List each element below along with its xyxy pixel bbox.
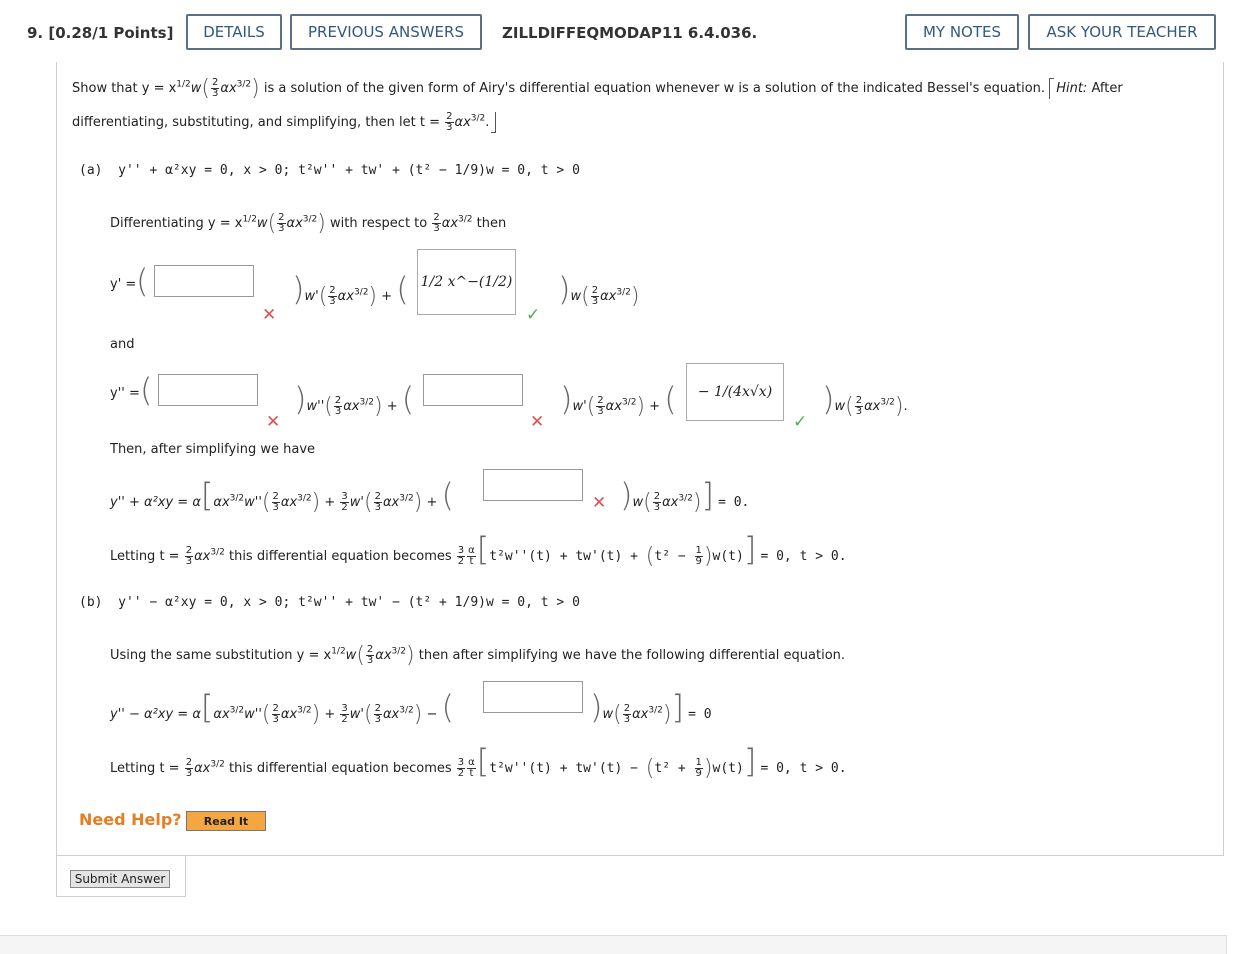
previous-answers-button[interactable]: PREVIOUS ANSWERS xyxy=(290,14,482,50)
final-eq-b: = 0, t > 0. xyxy=(760,761,847,776)
correct-icon: ✓ xyxy=(793,412,808,432)
intro-line2-text: differentiating, substituting, and simplifying, then let t = xyxy=(72,115,440,130)
ydoubleprime-coef-2-input[interactable] xyxy=(423,374,523,406)
incorrect-icon: ✕ xyxy=(592,493,607,513)
differentiating-line: Differentiating $y = x^{1/2}w$( $\frac{2}{3}$ $\alpha x^{3/2}$) with respect to $\frac{2}{3}$ $\alpha x^{3/2}$ then xyxy=(110,211,507,236)
paren-open-2: ( xyxy=(140,371,153,409)
part-a-equation-text: y'' + α²xy = 0, x > 0; t²w'' + tw' + (t² − 1/9)w = 0, t > 0 xyxy=(118,163,580,178)
ask-teacher-button[interactable]: ASK YOUR TEACHER xyxy=(1028,14,1216,50)
details-button[interactable]: DETAILS xyxy=(186,14,282,50)
yprime-w-term: )w( $\frac{2}{3}$ $\alpha x^{3/2}$) xyxy=(558,270,640,309)
letting-t-b: Letting t = $\frac{2}{3}$ $\alpha x^{3/2}$ this differential equation becomes $\frac{3}{2}$ $\frac{\alpha}{t}$ [t²w''(t) + tw'(t) − (t² + $\frac{1}{9}$ )w(t)] = 0, t > 0. xyxy=(110,742,847,781)
using-substitution-line: Using the same substitution $y = x^{1/2}w$( $\frac{2}{3}$ $\alpha x^{3/2}$) then after simplifying we have the following differential equation. xyxy=(110,643,846,668)
incorrect-icon: ✕ xyxy=(530,412,545,432)
intro-prefix: Show that y = x xyxy=(72,81,177,96)
simplified-a-lhs: $y'' + \alpha^2xy = \alpha[\alpha x^{3/2}w''$( $\frac{2}{3}$ $\alpha x^{3/2}$) + $\frac{3}{2}$ w'( $\frac{2}{3}$ $\alpha x^{3/2}$) + ( xyxy=(110,476,454,515)
bottom-bar xyxy=(0,935,1227,954)
ydoubleprime-label: y'' = xyxy=(110,386,140,401)
intro-line-1: Show that $y = x^{1/2}w$( $\frac{2}{3}$ $\alpha x^{3/2}$) is a solution of the given form of Airy's differential equation whenever w is a solution of the indicated Bessel's equation. Hint: After xyxy=(72,76,1123,101)
yprime-coef-input[interactable] xyxy=(154,265,254,297)
equals-zero-a: = 0. xyxy=(718,495,750,510)
becomes-b-text: this differential equation becomes xyxy=(228,761,452,776)
letting-t-a: Letting t = $\frac{2}{3}$ $\alpha x^{3/2}$ this differential equation becomes $\frac{3}{2}$ $\frac{\alpha}{t}$ [t²w''(t) + tw'(t) + (t² − $\frac{1}{9}$ )w(t)] = 0, t > 0. xyxy=(110,530,847,569)
ydoubleprime-w0-term: )w( $\frac{2}{3}$ $\alpha x^{3/2}$). xyxy=(822,380,908,419)
read-it-button[interactable]: Read It xyxy=(186,811,266,831)
ydoubleprime-w2-term: )w''( $\frac{2}{3}$ $\alpha x^{3/2}$) + ( xyxy=(294,380,415,419)
paren-open: ( xyxy=(136,262,149,300)
equals-zero-b: = 0 xyxy=(688,707,712,722)
simplified-a-coef-input[interactable] xyxy=(483,469,583,501)
problem-code: ZILLDIFFEQMODAP11 6.4.036. xyxy=(502,24,758,42)
simplified-b-lhs: $y'' - \alpha^2xy = \alpha[\alpha x^{3/2}w''$( $\frac{2}{3}$ $\alpha x^{3/2}$) + $\frac{3}{2}$ w'( $\frac{2}{3}$ $\alpha x^{3/2}$) − ( xyxy=(110,688,454,727)
yprime-coef-field[interactable] xyxy=(155,266,257,298)
becomes-a-text: this differential equation becomes xyxy=(228,549,452,564)
final-eq-a: = 0, t > 0. xyxy=(760,549,847,564)
with-respect-text: with respect to xyxy=(330,216,428,231)
part-b-equation xyxy=(79,595,580,610)
ydoubleprime-coef-1-input[interactable] xyxy=(158,374,258,406)
simplified-b-coef-input[interactable] xyxy=(483,681,583,713)
then-text: then xyxy=(476,216,507,231)
ydoubleprime-coef-2-field[interactable] xyxy=(424,375,526,407)
yprime-wprime-term: )w'( $\frac{2}{3}$ $\alpha x^{3/2}$) + ( xyxy=(292,270,409,309)
incorrect-icon: ✕ xyxy=(266,412,281,432)
need-help-label: Need Help? xyxy=(79,810,182,829)
ydoubleprime-filled-answer[interactable]: − 1/(4x√x) xyxy=(686,363,784,421)
question-panel xyxy=(56,62,1224,856)
correct-icon: ✓ xyxy=(526,305,541,325)
ydoubleprime-coef-1-field[interactable] xyxy=(159,375,261,407)
then-simplifying: Then, after simplifying we have xyxy=(110,442,316,457)
then-after-text: then after simplifying we have the following differential equation. xyxy=(418,648,846,663)
simplified-a-w-term: )w( $\frac{2}{3}$ $\alpha x^{3/2})] = 0$. xyxy=(620,476,750,515)
question-number: 9. [0.28/1 Points] xyxy=(27,24,174,42)
intro-line-2: differentiating, substituting, and simplifying, then let t = $\frac{2}{3}$ $\alpha x^{3/2}$. xyxy=(72,112,496,133)
question-header xyxy=(12,12,1225,62)
part-b-label: (b) xyxy=(79,595,103,610)
submit-answer-button[interactable]: Submit Answer xyxy=(70,870,170,888)
using-text: Using the same substitution y = x xyxy=(110,648,332,663)
ydoubleprime-w1-term: )w'( $\frac{2}{3}$ $\alpha x^{3/2}$) + ( xyxy=(560,380,677,419)
hint-after: After xyxy=(1091,81,1123,96)
and-label: and xyxy=(110,337,135,352)
part-b-equation-text: y'' − α²xy = 0, x > 0; t²w'' + tw' − (t² + 1/9)w = 0, t > 0 xyxy=(118,595,580,610)
hint-label: Hint: xyxy=(1056,81,1088,96)
simplified-a-coef-field[interactable] xyxy=(484,470,586,502)
part-a-equation xyxy=(79,163,580,178)
simplified-b-lhs-text: y'' − α²xy = α xyxy=(110,707,201,722)
simplified-b-coef-field[interactable] xyxy=(484,682,586,714)
incorrect-icon: ✕ xyxy=(262,305,277,325)
yprime-label: y' = xyxy=(110,277,137,292)
differentiating-text: Differentiating y = x xyxy=(110,216,243,231)
my-notes-button[interactable]: MY NOTES xyxy=(905,14,1019,50)
intro-mid: is a solution of the given form of Airy's differential equation whenever w is a solution of the indicated Bessel's equation. xyxy=(263,81,1046,96)
yprime-filled-answer[interactable]: 1/2 x^−(1/2) xyxy=(417,249,516,315)
part-a-label: (a) xyxy=(79,163,103,178)
simplified-a-lhs-text: y'' + α²xy = α xyxy=(110,495,201,510)
simplified-b-w-term: )w( $\frac{2}{3}$ $\alpha x^{3/2})] = 0$ xyxy=(590,688,712,727)
letting-t-b-label: Letting t = xyxy=(110,761,180,776)
letting-t-a-label: Letting t = xyxy=(110,549,180,564)
